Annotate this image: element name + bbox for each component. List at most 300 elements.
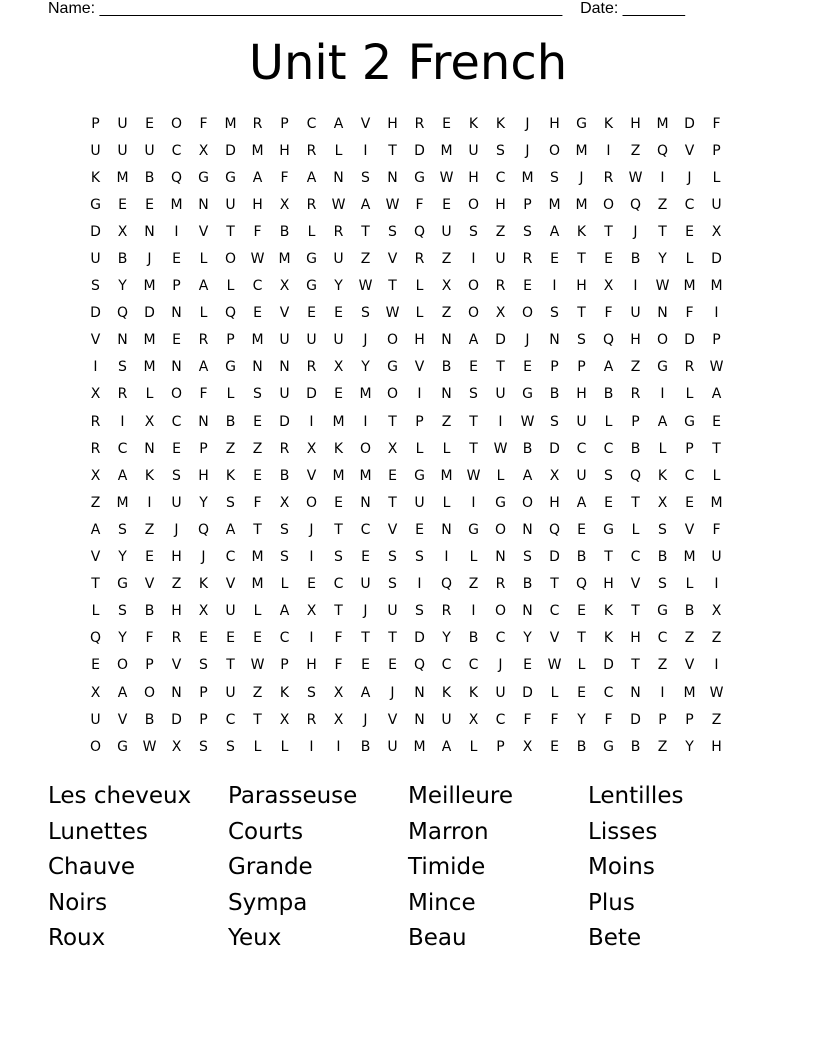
grid-letter: H <box>630 630 641 647</box>
grid-letter: U <box>117 142 128 159</box>
grid-letter: M <box>332 467 345 484</box>
grid-letter: L <box>469 738 478 755</box>
grid-letter: Q <box>548 521 561 538</box>
grid-letter: R <box>90 440 101 457</box>
grid-letter: X <box>306 440 317 457</box>
grid-letter: N <box>441 332 452 349</box>
grid-letter: P <box>145 657 154 674</box>
grid-letter: T <box>712 440 721 457</box>
grid-letter: H <box>711 738 722 755</box>
grid-letter: Z <box>684 630 695 647</box>
grid-letter: A <box>117 684 128 701</box>
grid-letter: A <box>252 169 263 186</box>
grid-letter: B <box>630 738 641 755</box>
grid-letter: N <box>630 684 641 701</box>
grid-letter: L <box>658 440 667 457</box>
grid-letter: R <box>306 142 317 159</box>
grid-letter: V <box>414 359 425 376</box>
grid-letter: E <box>712 413 721 430</box>
grid-letter: A <box>333 115 344 132</box>
grid-letter: T <box>577 305 586 322</box>
grid-letter: C <box>333 576 344 593</box>
grid-letter: A <box>360 196 371 213</box>
grid-letter: S <box>280 521 289 538</box>
name-field-label: Name: ____________________________________________________ <box>48 0 563 17</box>
grid-letter: U <box>90 711 101 728</box>
grid-letter: L <box>226 386 235 403</box>
grid-letter: E <box>145 196 154 213</box>
grid-letter: V <box>684 521 695 538</box>
grid-letter: O <box>89 738 102 755</box>
grid-letter: V <box>225 576 236 593</box>
grid-letter: E <box>442 196 451 213</box>
grid-letter: U <box>387 738 398 755</box>
grid-letter: G <box>468 521 479 538</box>
grid-letter: O <box>602 196 615 213</box>
grid-letter: F <box>712 115 721 132</box>
grid-letter: G <box>603 521 614 538</box>
grid-letter: E <box>550 251 559 268</box>
grid-letter: B <box>225 413 236 430</box>
grid-letter: Q <box>656 142 669 159</box>
grid-letter: M <box>683 278 696 295</box>
grid-letter: O <box>386 386 399 403</box>
grid-letter: C <box>495 711 506 728</box>
grid-letter: J <box>390 684 395 701</box>
grid-letter: H <box>171 603 182 620</box>
grid-letter: M <box>251 332 264 349</box>
grid-letter: J <box>525 115 530 132</box>
grid-letter: O <box>467 196 480 213</box>
grid-letter: I <box>606 142 611 159</box>
grid-letter: E <box>388 467 397 484</box>
grid-letter: B <box>144 711 155 728</box>
grid-letter: N <box>441 386 452 403</box>
grid-letter: Z <box>225 440 236 457</box>
grid-letter: G <box>576 115 587 132</box>
grid-letter: P <box>523 196 532 213</box>
word-list-item: Courts <box>228 818 304 845</box>
grid-letter: C <box>603 440 614 457</box>
grid-letter: L <box>442 440 451 457</box>
grid-letter: O <box>548 142 561 159</box>
grid-letter: M <box>440 467 453 484</box>
grid-letter: F <box>145 630 154 647</box>
grid-letter: V <box>279 305 290 322</box>
grid-letter: C <box>495 169 506 186</box>
grid-letter: J <box>525 332 530 349</box>
grid-letter: S <box>604 467 613 484</box>
word-list-item: Beau <box>408 925 467 952</box>
grid-letter: R <box>495 576 506 593</box>
grid-letter: S <box>415 603 424 620</box>
grid-letter: A <box>576 494 587 511</box>
grid-letter: B <box>576 738 587 755</box>
grid-letter: M <box>116 494 129 511</box>
grid-letter: A <box>306 169 317 186</box>
grid-letter: I <box>660 684 665 701</box>
grid-letter: K <box>90 169 101 186</box>
grid-letter: W <box>250 251 265 268</box>
grid-letter: D <box>684 115 695 132</box>
grid-letter: H <box>252 196 263 213</box>
grid-letter: D <box>711 251 722 268</box>
grid-letter: M <box>251 142 264 159</box>
grid-letter: W <box>493 440 508 457</box>
grid-letter: L <box>307 223 316 240</box>
grid-letter: K <box>441 684 452 701</box>
grid-letter: S <box>577 332 586 349</box>
grid-letter: W <box>385 305 400 322</box>
grid-letter: M <box>683 684 696 701</box>
grid-letter: Y <box>118 630 127 647</box>
word-list-item: Roux <box>48 925 106 952</box>
grid-letter: F <box>199 115 208 132</box>
grid-letter: V <box>198 223 209 240</box>
grid-letter: X <box>549 467 560 484</box>
grid-letter: E <box>91 657 100 674</box>
grid-letter: X <box>441 278 452 295</box>
grid-letter: W <box>628 169 643 186</box>
grid-letter: Z <box>657 738 668 755</box>
grid-letter: I <box>309 738 314 755</box>
grid-letter: Y <box>577 711 586 728</box>
grid-letter: F <box>199 386 208 403</box>
grid-letter: T <box>226 223 235 240</box>
grid-letter: Y <box>523 630 532 647</box>
grid-letter: M <box>548 196 561 213</box>
grid-letter: E <box>199 630 208 647</box>
grid-letter: W <box>358 278 373 295</box>
grid-letter: E <box>145 115 154 132</box>
grid-letter: F <box>280 169 289 186</box>
grid-letter: A <box>279 603 290 620</box>
grid-letter: N <box>171 359 182 376</box>
grid-letter: S <box>550 413 559 430</box>
grid-letter: P <box>685 711 694 728</box>
grid-letter: T <box>388 494 397 511</box>
grid-letter: T <box>631 494 640 511</box>
grid-letter: M <box>170 196 183 213</box>
grid-letter: I <box>498 413 503 430</box>
grid-letter: B <box>684 603 695 620</box>
grid-letter: K <box>468 115 479 132</box>
grid-letter: S <box>550 169 559 186</box>
grid-letter: W <box>709 359 724 376</box>
grid-letter: P <box>199 440 208 457</box>
grid-letter: W <box>655 278 670 295</box>
grid-letter: J <box>687 169 692 186</box>
grid-letter: P <box>685 440 694 457</box>
grid-letter: C <box>171 413 182 430</box>
grid-letter: W <box>466 467 481 484</box>
grid-letter: A <box>603 359 614 376</box>
grid-letter: Z <box>468 576 479 593</box>
grid-letter: X <box>495 305 506 322</box>
grid-letter: H <box>576 278 587 295</box>
grid-letter: Z <box>144 521 155 538</box>
grid-letter: N <box>252 359 263 376</box>
grid-letter: E <box>415 521 424 538</box>
grid-letter: M <box>143 332 156 349</box>
grid-letter: R <box>306 196 317 213</box>
grid-letter: E <box>253 413 262 430</box>
grid-letter: O <box>116 657 129 674</box>
grid-letter: H <box>198 467 209 484</box>
grid-letter: A <box>198 278 209 295</box>
grid-letter: M <box>359 467 372 484</box>
grid-letter: B <box>441 359 452 376</box>
grid-letter: E <box>253 630 262 647</box>
grid-letter: T <box>658 223 667 240</box>
grid-letter: L <box>685 576 694 593</box>
grid-letter: H <box>279 142 290 159</box>
grid-letter: T <box>631 657 640 674</box>
word-list-item: Chauve <box>48 854 136 881</box>
grid-letter: A <box>468 332 479 349</box>
grid-letter: X <box>711 603 722 620</box>
grid-letter: Q <box>413 223 426 240</box>
grid-letter: L <box>226 278 235 295</box>
grid-letter: U <box>279 332 290 349</box>
grid-letter: X <box>279 278 290 295</box>
word-list-item: Yeux <box>228 925 282 952</box>
grid-letter: C <box>117 440 128 457</box>
grid-letter: B <box>630 251 641 268</box>
grid-letter: L <box>91 603 100 620</box>
grid-letter: R <box>306 711 317 728</box>
grid-letter: J <box>525 142 530 159</box>
grid-letter: V <box>684 142 695 159</box>
grid-letter: G <box>495 494 506 511</box>
grid-letter: E <box>388 657 397 674</box>
grid-letter: Q <box>197 521 210 538</box>
grid-letter: E <box>685 223 694 240</box>
grid-letter: U <box>414 494 425 511</box>
grid-letter: D <box>90 223 101 240</box>
grid-letter: K <box>333 440 344 457</box>
grid-letter: I <box>336 738 341 755</box>
grid-letter: N <box>171 684 182 701</box>
grid-letter: A <box>90 521 101 538</box>
grid-letter: Y <box>118 278 127 295</box>
grid-letter: Q <box>413 657 426 674</box>
grid-letter: I <box>417 386 422 403</box>
grid-letter: E <box>253 467 262 484</box>
word-list-item: Timide <box>408 854 486 881</box>
grid-letter: L <box>199 305 208 322</box>
grid-letter: N <box>171 305 182 322</box>
grid-letter: V <box>306 467 317 484</box>
grid-letter: G <box>603 738 614 755</box>
grid-letter: U <box>279 386 290 403</box>
grid-letter: K <box>657 467 668 484</box>
grid-letter: O <box>170 386 183 403</box>
grid-letter: N <box>657 305 668 322</box>
grid-letter: Z <box>441 413 452 430</box>
grid-letter: E <box>307 576 316 593</box>
grid-letter: U <box>387 603 398 620</box>
grid-letter: C <box>468 657 479 674</box>
grid-letter: N <box>414 711 425 728</box>
grid-letter: V <box>684 657 695 674</box>
grid-letter: S <box>388 549 397 566</box>
grid-letter: S <box>523 223 532 240</box>
grid-letter: S <box>118 603 127 620</box>
grid-letter: L <box>280 738 289 755</box>
grid-letter: Z <box>90 494 101 511</box>
grid-letter: D <box>171 711 182 728</box>
grid-letter: W <box>520 413 535 430</box>
word-list <box>48 780 768 958</box>
grid-letter: D <box>144 305 155 322</box>
grid-letter: J <box>201 549 206 566</box>
grid-letter: E <box>226 630 235 647</box>
grid-letter: X <box>711 223 722 240</box>
grid-letter: X <box>333 684 344 701</box>
grid-letter: U <box>495 386 506 403</box>
grid-letter: O <box>656 332 669 349</box>
grid-letter: G <box>117 576 128 593</box>
grid-letter: D <box>306 386 317 403</box>
grid-letter: E <box>442 115 451 132</box>
grid-letter: E <box>604 251 613 268</box>
grid-letter: M <box>143 359 156 376</box>
grid-letter: L <box>442 494 451 511</box>
grid-letter: U <box>117 115 128 132</box>
grid-letter: R <box>414 115 425 132</box>
word-list-item: Grande <box>228 854 313 881</box>
grid-letter: I <box>309 413 314 430</box>
grid-letter: Y <box>118 549 127 566</box>
grid-letter: P <box>712 332 721 349</box>
grid-letter: M <box>143 278 156 295</box>
grid-letter: F <box>415 196 424 213</box>
grid-letter: W <box>385 196 400 213</box>
header-line <box>48 0 748 18</box>
page-title: Unit 2 French <box>248 35 568 91</box>
grid-letter: Y <box>685 738 694 755</box>
grid-letter: H <box>549 115 560 132</box>
grid-letter: P <box>226 332 235 349</box>
grid-letter: X <box>279 196 290 213</box>
grid-letter: C <box>252 278 263 295</box>
grid-letter: S <box>469 223 478 240</box>
grid-letter: C <box>603 684 614 701</box>
grid-letter: K <box>144 467 155 484</box>
grid-letter: P <box>496 738 505 755</box>
grid-letter: B <box>144 169 155 186</box>
grid-letter: R <box>171 630 182 647</box>
grid-letter: W <box>709 684 724 701</box>
grid-letter: T <box>361 630 370 647</box>
grid-letter: X <box>279 494 290 511</box>
grid-letter: V <box>360 115 371 132</box>
grid-letter: E <box>334 386 343 403</box>
grid-letter: M <box>278 251 291 268</box>
grid-letter: V <box>171 657 182 674</box>
grid-letter: L <box>334 142 343 159</box>
grid-letter: B <box>279 467 290 484</box>
grid-letter: M <box>440 142 453 159</box>
grid-letter: X <box>333 711 344 728</box>
grid-letter: K <box>603 603 614 620</box>
grid-letter: E <box>334 305 343 322</box>
grid-letter: S <box>280 549 289 566</box>
grid-letter: P <box>280 657 289 674</box>
grid-letter: H <box>630 332 641 349</box>
grid-letter: R <box>495 278 506 295</box>
grid-letter: S <box>118 521 127 538</box>
grid-letter: S <box>334 549 343 566</box>
grid-letter: M <box>575 142 588 159</box>
grid-letter: L <box>604 413 613 430</box>
grid-letter: B <box>144 603 155 620</box>
grid-letter: X <box>279 711 290 728</box>
grid-letter: M <box>359 386 372 403</box>
grid-letter: M <box>224 115 237 132</box>
grid-letter: U <box>495 251 506 268</box>
grid-letter: V <box>90 332 101 349</box>
grid-letter: B <box>603 386 614 403</box>
grid-letter: L <box>631 521 640 538</box>
grid-letter: O <box>170 115 183 132</box>
grid-letter: U <box>225 603 236 620</box>
grid-letter: L <box>469 549 478 566</box>
grid-letter: T <box>226 657 235 674</box>
grid-letter: Y <box>442 630 451 647</box>
grid-letter: H <box>414 332 425 349</box>
grid-letter: X <box>198 603 209 620</box>
grid-letter: G <box>306 251 317 268</box>
word-list-item: Mince <box>408 889 476 916</box>
grid-letter: P <box>172 278 181 295</box>
grid-letter: P <box>550 359 559 376</box>
word-list-item: Meilleure <box>408 783 513 809</box>
grid-letter: B <box>657 549 668 566</box>
grid-letter: S <box>388 223 397 240</box>
grid-letter: R <box>684 359 695 376</box>
grid-letter: T <box>388 630 397 647</box>
grid-letter: O <box>494 521 507 538</box>
grid-letter: Z <box>252 440 263 457</box>
grid-letter: X <box>144 413 155 430</box>
grid-letter: L <box>145 386 154 403</box>
grid-letter: I <box>363 142 368 159</box>
grid-letter: P <box>577 359 586 376</box>
grid-letter: J <box>633 223 638 240</box>
grid-letter: C <box>684 467 695 484</box>
grid-letter: I <box>552 278 557 295</box>
grid-letter: L <box>685 251 694 268</box>
grid-letter: E <box>307 305 316 322</box>
grid-letter: D <box>90 305 101 322</box>
grid-letter: E <box>361 657 370 674</box>
grid-letter: K <box>603 115 614 132</box>
grid-letter: G <box>387 359 398 376</box>
grid-letter: Y <box>199 494 208 511</box>
grid-letter: X <box>90 684 101 701</box>
grid-letter: S <box>226 738 235 755</box>
grid-letter: N <box>144 440 155 457</box>
grid-letter: G <box>225 169 236 186</box>
grid-letter: I <box>147 494 152 511</box>
grid-letter: C <box>225 711 236 728</box>
grid-letter: B <box>117 251 128 268</box>
grid-letter: V <box>387 521 398 538</box>
grid-letter: W <box>250 657 265 674</box>
grid-letter: P <box>631 413 640 430</box>
